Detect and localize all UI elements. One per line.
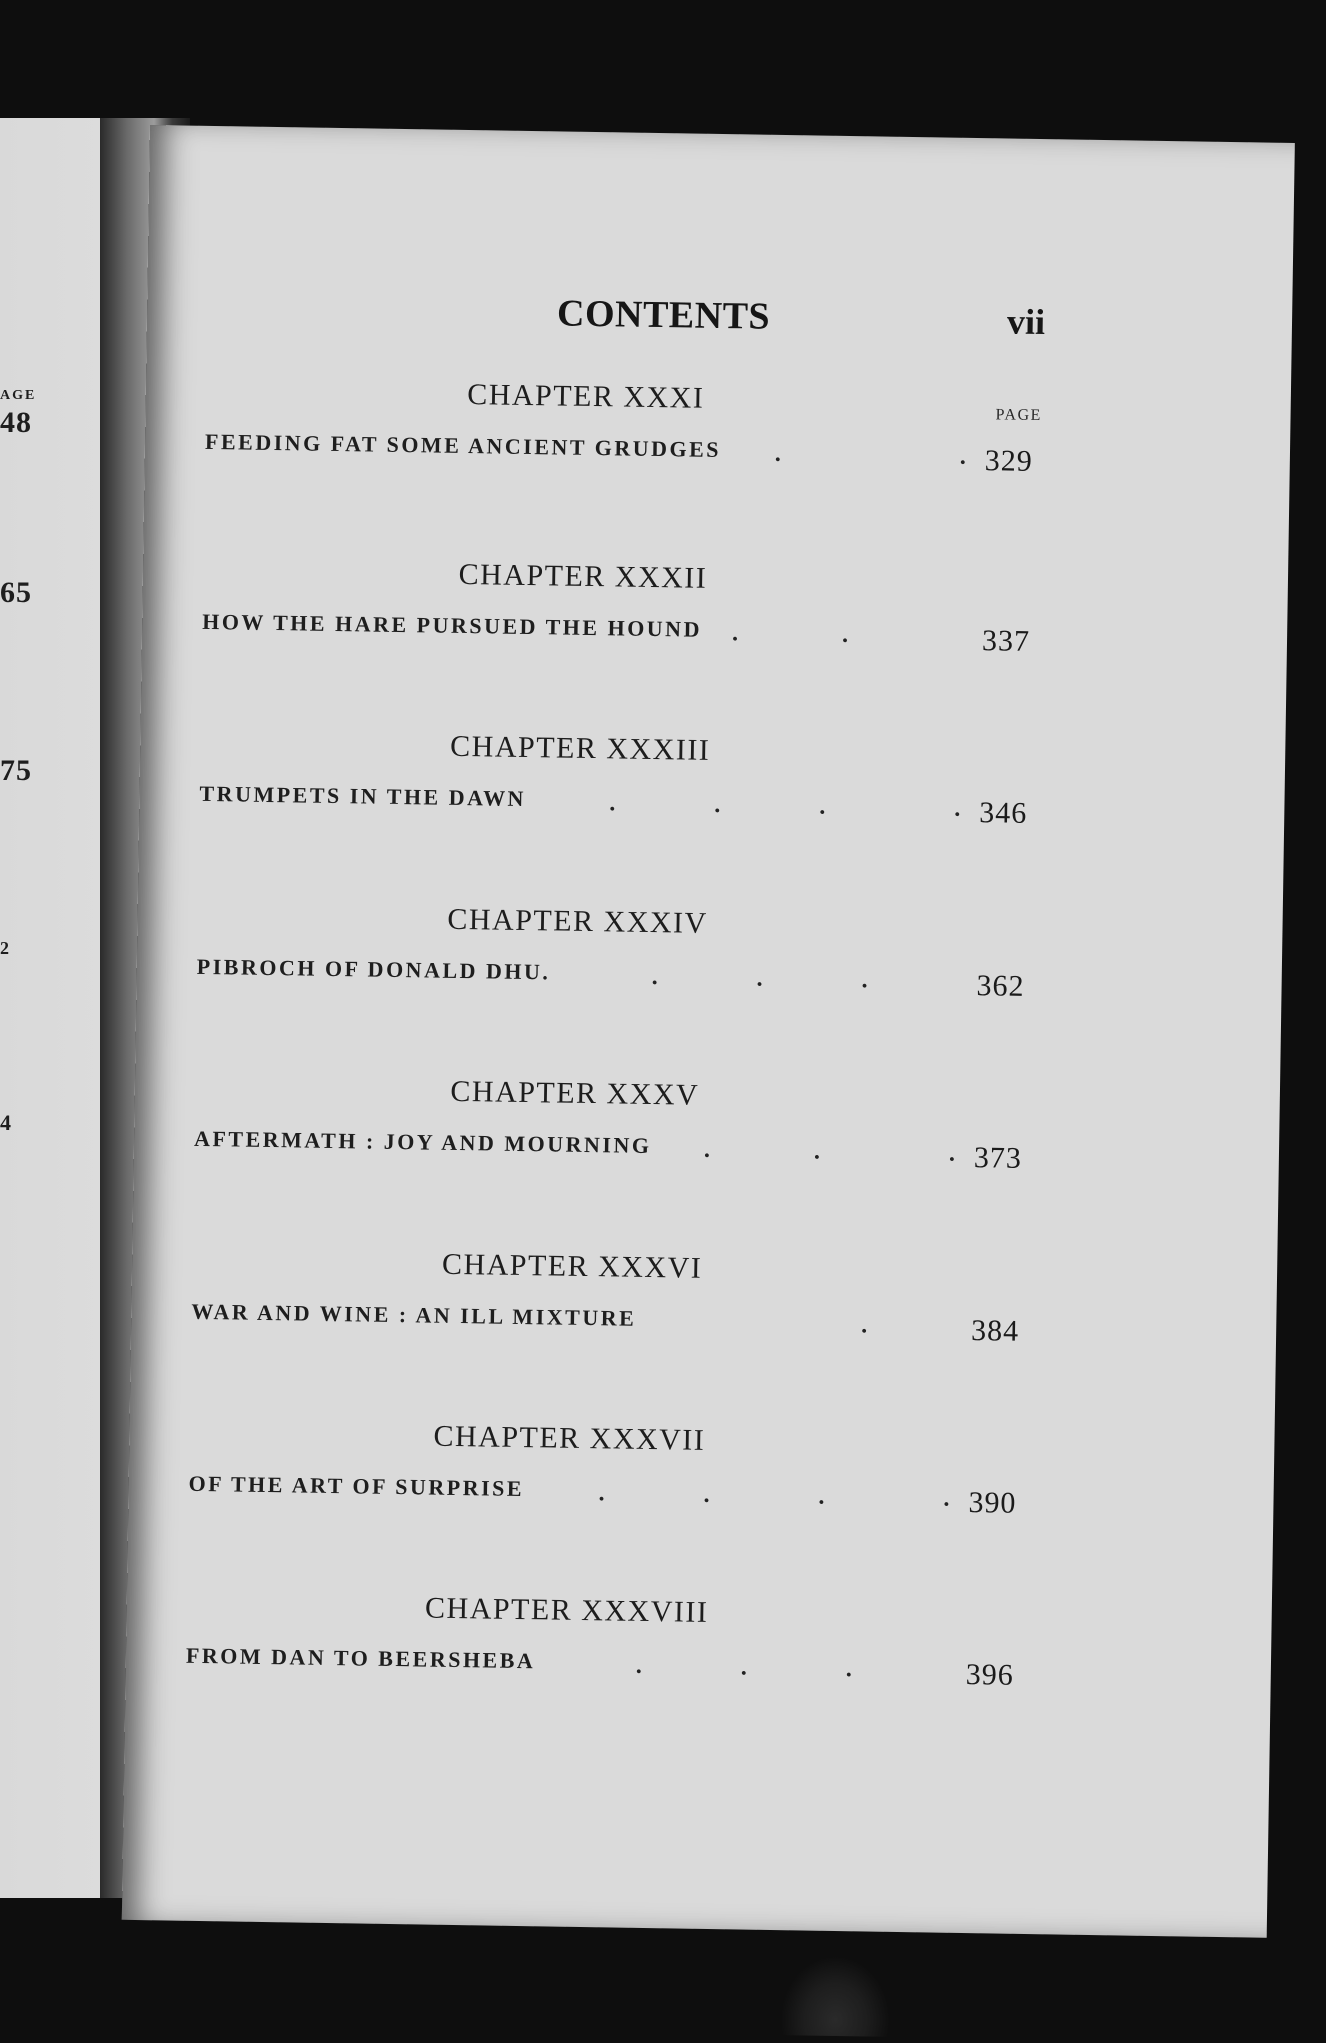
leader-dot: .: [954, 795, 961, 822]
leader-dot: .: [861, 967, 868, 994]
left-page-number: 2: [0, 938, 10, 958]
chapter-page-number: 329: [984, 444, 1034, 478]
chapter-page-number: 337: [981, 624, 1031, 658]
leader-dot: .: [756, 965, 763, 992]
left-page-number: 75: [0, 754, 32, 787]
page-number: vii: [1006, 301, 1046, 343]
chapter-page-number: 390: [968, 1486, 1017, 1520]
leader-dot: .: [774, 440, 782, 467]
chapter-title: WAR AND WINE : AN ILL MIXTURE: [191, 1298, 637, 1331]
toc-chapter: [133, 1070, 1280, 1228]
chapter-page-number: 362: [976, 969, 1025, 1003]
chapter-title: OF THE ART OF SURPRISE: [188, 1470, 525, 1502]
page-title: CONTENTS: [556, 292, 771, 338]
leader-dot: .: [813, 1138, 821, 1165]
leader-dot: .: [819, 793, 826, 820]
leader-dot: .: [740, 1654, 748, 1681]
toc-chapter: [130, 1243, 1277, 1401]
chapter-heading: CHAPTER XXXIV: [447, 902, 708, 940]
leader-dot: .: [861, 1312, 868, 1339]
chapter-title: TRUMPETS IN THE DAWN: [199, 780, 527, 811]
toc-chapter: [138, 725, 1285, 883]
chapter-title: AFTERMATH : JOY AND MOURNING: [193, 1125, 652, 1159]
leader-dot: .: [598, 1480, 605, 1507]
leader-dot: .: [703, 1136, 711, 1163]
chapter-heading: CHAPTER XXXII: [458, 557, 708, 595]
leader-dot: .: [651, 963, 658, 991]
toc-chapter: [141, 553, 1288, 711]
chapter-title: HOW THE HARE PURSUED THE HOUND: [202, 608, 703, 642]
paper-smudge: [780, 1955, 891, 2037]
chapter-heading: CHAPTER XXXV: [450, 1074, 700, 1112]
toc-chapter: [128, 1415, 1275, 1573]
left-page-number: 4: [0, 1110, 12, 1135]
page-column-label: PAGE: [995, 406, 1042, 425]
chapter-heading: CHAPTER XXXIII: [449, 729, 711, 767]
toc-chapter: [144, 373, 1291, 531]
chapter-heading: CHAPTER XXXVII: [433, 1419, 706, 1457]
contents-page: [122, 125, 1295, 1938]
chapter-page-number: 396: [965, 1658, 1015, 1692]
chapter-heading: CHAPTER XXXVIII: [424, 1591, 709, 1629]
chapter-title: FEEDING FAT SOME ANCIENT GRUDGES: [204, 428, 722, 463]
left-page-label: AGE: [0, 388, 37, 403]
leader-dot: .: [943, 1485, 950, 1512]
chapter-page-number: 346: [979, 796, 1028, 830]
leader-dot: .: [609, 790, 616, 817]
left-page-number: 65: [0, 576, 32, 609]
toc-chapter: [136, 898, 1283, 1056]
leader-dot: .: [841, 621, 849, 649]
chapter-heading: CHAPTER XXXVI: [441, 1247, 703, 1285]
leader-dot: .: [959, 443, 967, 470]
leader-dot: .: [845, 1656, 853, 1683]
chapter-title: FROM DAN TO BEERSHEBA: [185, 1642, 536, 1674]
leader-dot: .: [731, 620, 739, 647]
leader-dot: .: [818, 1483, 825, 1510]
left-page-number: 48: [0, 406, 32, 439]
toc-chapter: [125, 1587, 1272, 1745]
leader-dot: .: [703, 1481, 710, 1508]
chapter-title: PIBROCH OF DONALD DHU.: [196, 953, 551, 985]
leader-dot: .: [714, 791, 721, 819]
chapter-page-number: 384: [970, 1314, 1020, 1348]
leader-dot: .: [635, 1652, 643, 1679]
leader-dot: .: [948, 1140, 956, 1167]
running-head: [147, 285, 1293, 363]
chapter-heading: CHAPTER XXXI: [466, 378, 705, 415]
chapter-page-number: 373: [973, 1141, 1023, 1175]
